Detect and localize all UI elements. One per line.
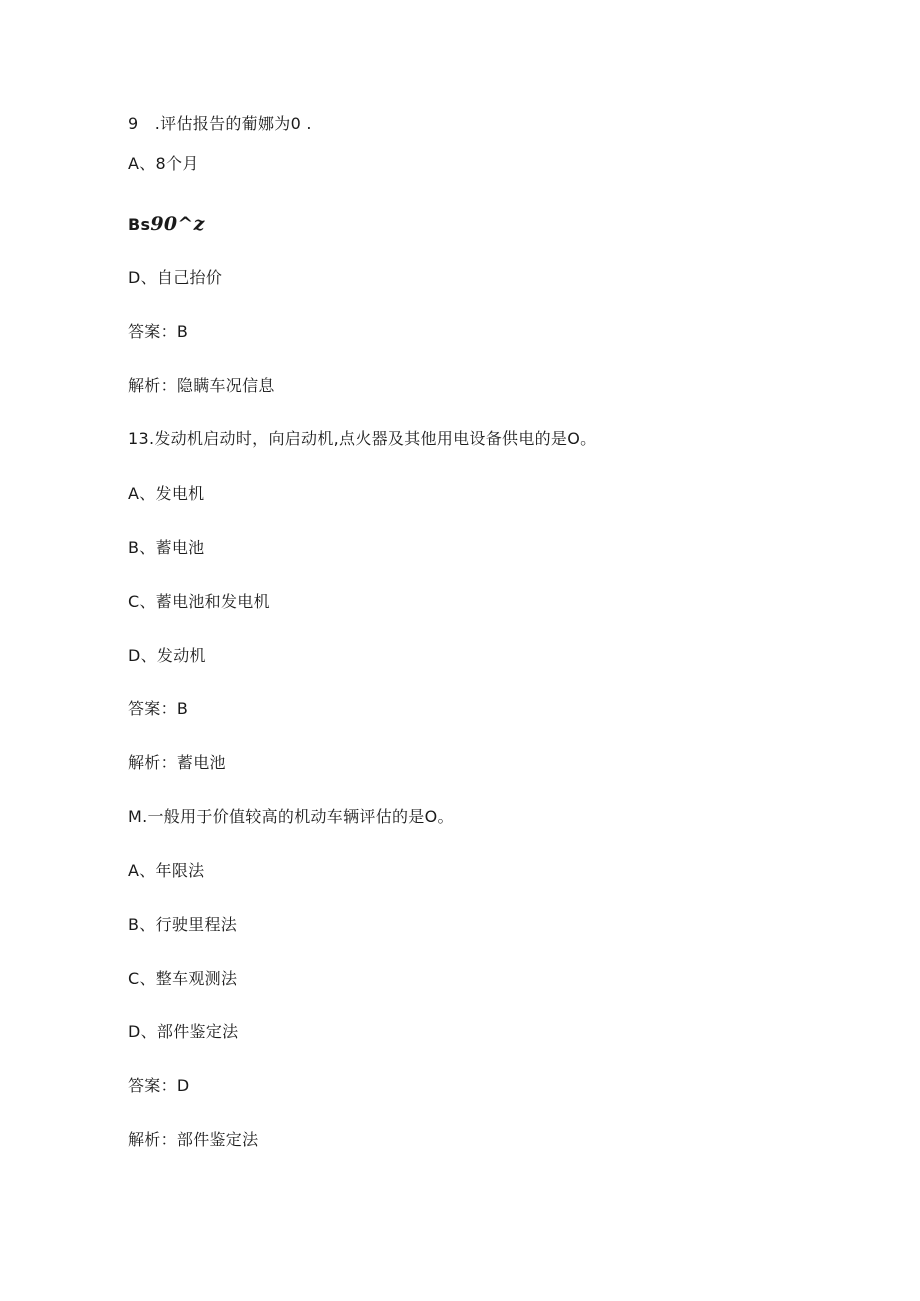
question-13-stem: 13.发动机启动时，向启动机,点火器及其他用电设备供电的是O。	[128, 429, 597, 448]
question-m-option-b: B、行驶里程法	[128, 915, 238, 934]
question-m-option-c: C、整车观测法	[128, 969, 238, 988]
question-m-stem: M.一般用于价值较高的机动车辆评估的是O。	[128, 807, 454, 826]
option-b-garbled-text: 90^z	[150, 213, 205, 235]
question-9-analysis: 解析：隐瞒车况信息	[128, 376, 275, 395]
question-13-option-d: D、发动机	[128, 646, 206, 665]
question-m-answer: 答案：D	[128, 1076, 190, 1095]
question-m-option-d: D、部件鉴定法	[128, 1022, 239, 1041]
option-b-prefix: Bs	[128, 215, 151, 234]
question-13-option-c: C、蓄电池和发电机	[128, 592, 270, 611]
question-m-option-a: A、年限法	[128, 861, 205, 880]
question-9-option-b-garbled	[128, 214, 205, 235]
question-13-option-a: A、发电机	[128, 484, 205, 503]
question-9-option-d: D、自己抬价	[128, 268, 223, 287]
question-13-analysis: 解析：蓄电池	[128, 753, 226, 772]
question-9-answer: 答案：B	[128, 322, 189, 341]
question-9-stem: 9 .评估报告的葡娜为0 .	[128, 114, 312, 133]
question-13-answer: 答案：B	[128, 699, 189, 718]
question-9-option-a: A、8个月	[128, 154, 199, 173]
question-13-option-b: B、蓄电池	[128, 538, 205, 557]
question-m-analysis: 解析：部件鉴定法	[128, 1130, 259, 1149]
